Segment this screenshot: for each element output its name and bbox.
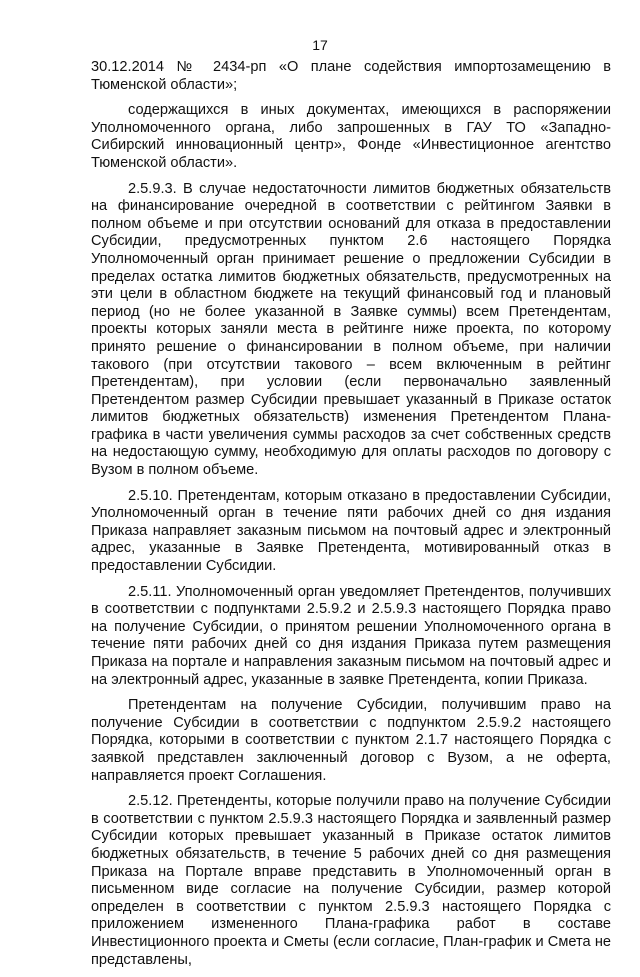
paragraph-other-documents: содержащихся в иных документах, имеющихся в распоряжении Уполномоченного органа, либо запрошенных в ГАУ ТО «Западно-Сибирский инновационный центр», Фонде «Инвестиционное агентство Тюменской области». [91, 102, 611, 171]
paragraph-applicants-agreement: Претендентам на получение Субсидии, получившим право на получение Субсидии в соответствии с подпунктом 2.5.9.2 настоящего Порядка, которыми в соответствии с пунктом 2.1.7 настоящего Порядка с заявкой представлен заключенный договор с Вузом, а не оферта, направляется проект Соглашения. [91, 697, 611, 784]
document-body [91, 59, 611, 977]
paragraph-2-5-9-3: 2.5.9.3. В случае недостаточности лимитов бюджетных обязательств на финансирование очередной в соответствии с рейтингом Заявки в полном объеме и при отсутствии оснований для отказа в предоставлении Субсидии, предусмотренных пунктом 2.6 настоящего Порядка Уполномоченный орган принимает решение о предложении Субсидии в пределах остатка лимитов бюджетных обязательств, предусмотренных на эти цели в областном бюджете на текущий финансовый год и плановый период (но не более указанной в Заявке суммы) всем Претендентам, проекты которых заняли места в рейтинге ниже проекта, по которому принято решение о финансировании в полном объеме, при наличии такового (при отсутствии такового – всем включенным в рейтинг Претендентам), при условии (если первоначально заявленный Претендентом размер Субсидии превышает указанный в Приказе остаток лимитов бюджетных обязательств) изменения Претендентом Плана-графика в части увеличения суммы расходов за счет собственных средств на недостающую сумму, необходимую для оплаты расходов по договору с Вузом в полном объеме. [91, 180, 611, 479]
paragraph-2-5-12: 2.5.12. Претенденты, которые получили право на получение Субсидии в соответствии с пунктом 2.5.9.3 настоящего Порядка и заявленный размер Субсидии которых превышает указанный в Приказе остаток лимитов бюджетных обязательств, в течение 5 рабочих дней со дня размещения Приказа на Портале вправе представить в Уполномоченный орган в письменном виде согласие на получение Субсидии, размер которой определен в соответствии с пунктом 2.5.9.3 настоящего Порядка с приложением измененного Плана-графика работ в составе Инвестиционного проекта и Сметы (если согласие, План-график и Смета не представлены, [91, 793, 611, 968]
paragraph-decree-reference: 30.12.2014 № 2434-рп «О плане содействия импортозамещению в Тюменской области»; [91, 59, 611, 93]
page-number: 17 [312, 37, 328, 53]
paragraph-2-5-11: 2.5.11. Уполномоченный орган уведомляет Претендентов, получивших в соответствии с подпунктами 2.5.9.2 и 2.5.9.3 настоящего Порядка право на получение Субсидии, о принятом решении Уполномоченного органа в течение пяти рабочих дней со дня издания Приказа путем размещения Приказа на портале и направления заказным письмом на почтовый адрес и на электронный адрес, указанные в заявке Претендента, копии Приказа. [91, 583, 611, 688]
paragraph-2-5-10: 2.5.10. Претендентам, которым отказано в предоставлении Субсидии, Уполномоченный орган в течение пяти рабочих дней со дня издания Приказа направляет заказным письмом на почтовый адрес и электронный адрес, указанные в Заявке Претендента, мотивированный отказ в предоставлении Субсидии. [91, 487, 611, 575]
